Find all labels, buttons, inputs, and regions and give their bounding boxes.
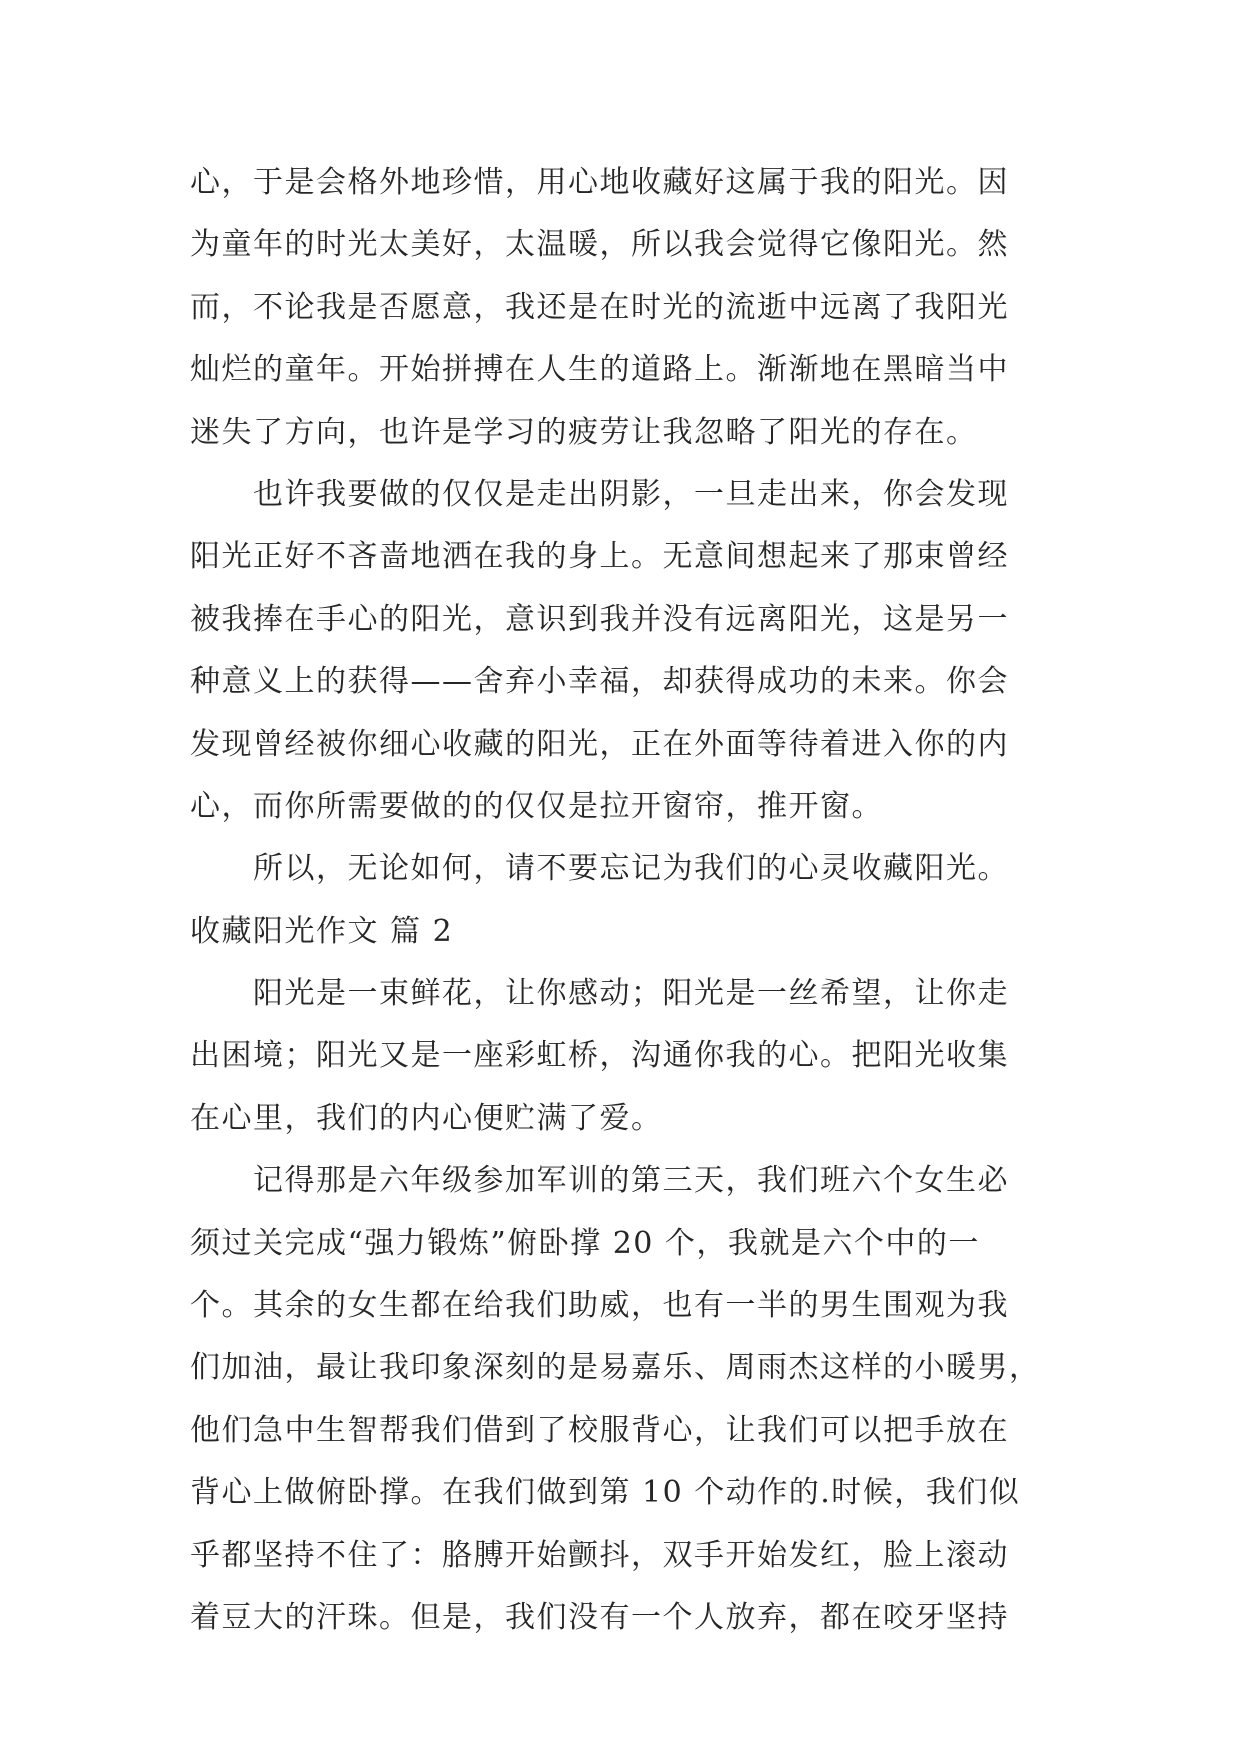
text-line: 心，于是会格外地珍惜，用心地收藏好这属于我的阳光。因 bbox=[190, 165, 1009, 200]
text-line: 被我捧在手心的阳光，意识到我并没有远离阳光，这是另一 bbox=[190, 601, 1009, 637]
text-line: 们加油，最让我印象深刻的是易嘉乐、周雨杰这样的小暖男， bbox=[190, 1350, 1041, 1386]
text-line: 在心里，我们的内心便贮满了爱。 bbox=[190, 1100, 663, 1136]
text-line: 他们急中生智帮我们借到了校服背心，让我们可以把手放在 bbox=[190, 1412, 1009, 1448]
text-line: 发现曾经被你细心收藏的阳光，正在外面等待着进入你的内 bbox=[190, 726, 1009, 762]
text-line: 背心上做俯卧撑。在我们做到第 10 个动作的.时候，我们似 bbox=[190, 1475, 1021, 1511]
text-line: 心，而你所需要做的的仅仅是拉开窗帘，推开窗。 bbox=[190, 788, 883, 824]
text-line: 灿烂的童年。开始拼搏在人生的道路上。渐渐地在黑暗当中 bbox=[190, 352, 1009, 388]
section-heading: 收藏阳光作文 篇 2 bbox=[190, 913, 454, 949]
document-body bbox=[190, 152, 1050, 1649]
paragraph-first-line: 也许我要做的仅仅是走出阴影，一旦走出来，你会发现 bbox=[253, 476, 1009, 512]
text-line: 种意义上的获得——舍弃小幸福，却获得成功的未来。你会 bbox=[190, 664, 1009, 700]
text-line: 出困境；阳光又是一座彩虹桥，沟通你我的心。把阳光收集 bbox=[190, 1038, 1009, 1074]
paragraph-first-line: 阳光是一束鲜花，让你感动；阳光是一丝希望，让你走 bbox=[253, 976, 1009, 1012]
text-line: 阳光正好不吝啬地洒在我的身上。无意间想起来了那束曾经 bbox=[190, 539, 1009, 575]
text-line: 个。其余的女生都在给我们助威，也有一半的男生围观为我 bbox=[190, 1288, 1009, 1324]
text-line: 为童年的时光太美好，太温暖，所以我会觉得它像阳光。然 bbox=[190, 227, 1009, 263]
paragraph-first-line: 记得那是六年级参加军训的第三天，我们班六个女生必 bbox=[253, 1163, 1009, 1199]
text-line: 乎都坚持不住了：胳膊开始颤抖，双手开始发红，脸上滚动 bbox=[190, 1537, 1009, 1573]
text-line: 须过关完成“强力锻炼”俯卧撑 20 个，我就是六个中的一 bbox=[190, 1225, 980, 1261]
paragraph-first-line: 所以，无论如何，请不要忘记为我们的心灵收藏阳光。 bbox=[253, 851, 1009, 887]
text-line: 着豆大的汗珠。但是，我们没有一个人放弃，都在咬牙坚持 bbox=[190, 1599, 1009, 1635]
text-line: 迷失了方向，也许是学习的疲劳让我忽略了阳光的存在。 bbox=[190, 414, 978, 450]
text-line: 而，不论我是否愿意，我还是在时光的流逝中远离了我阳光 bbox=[190, 289, 1009, 325]
